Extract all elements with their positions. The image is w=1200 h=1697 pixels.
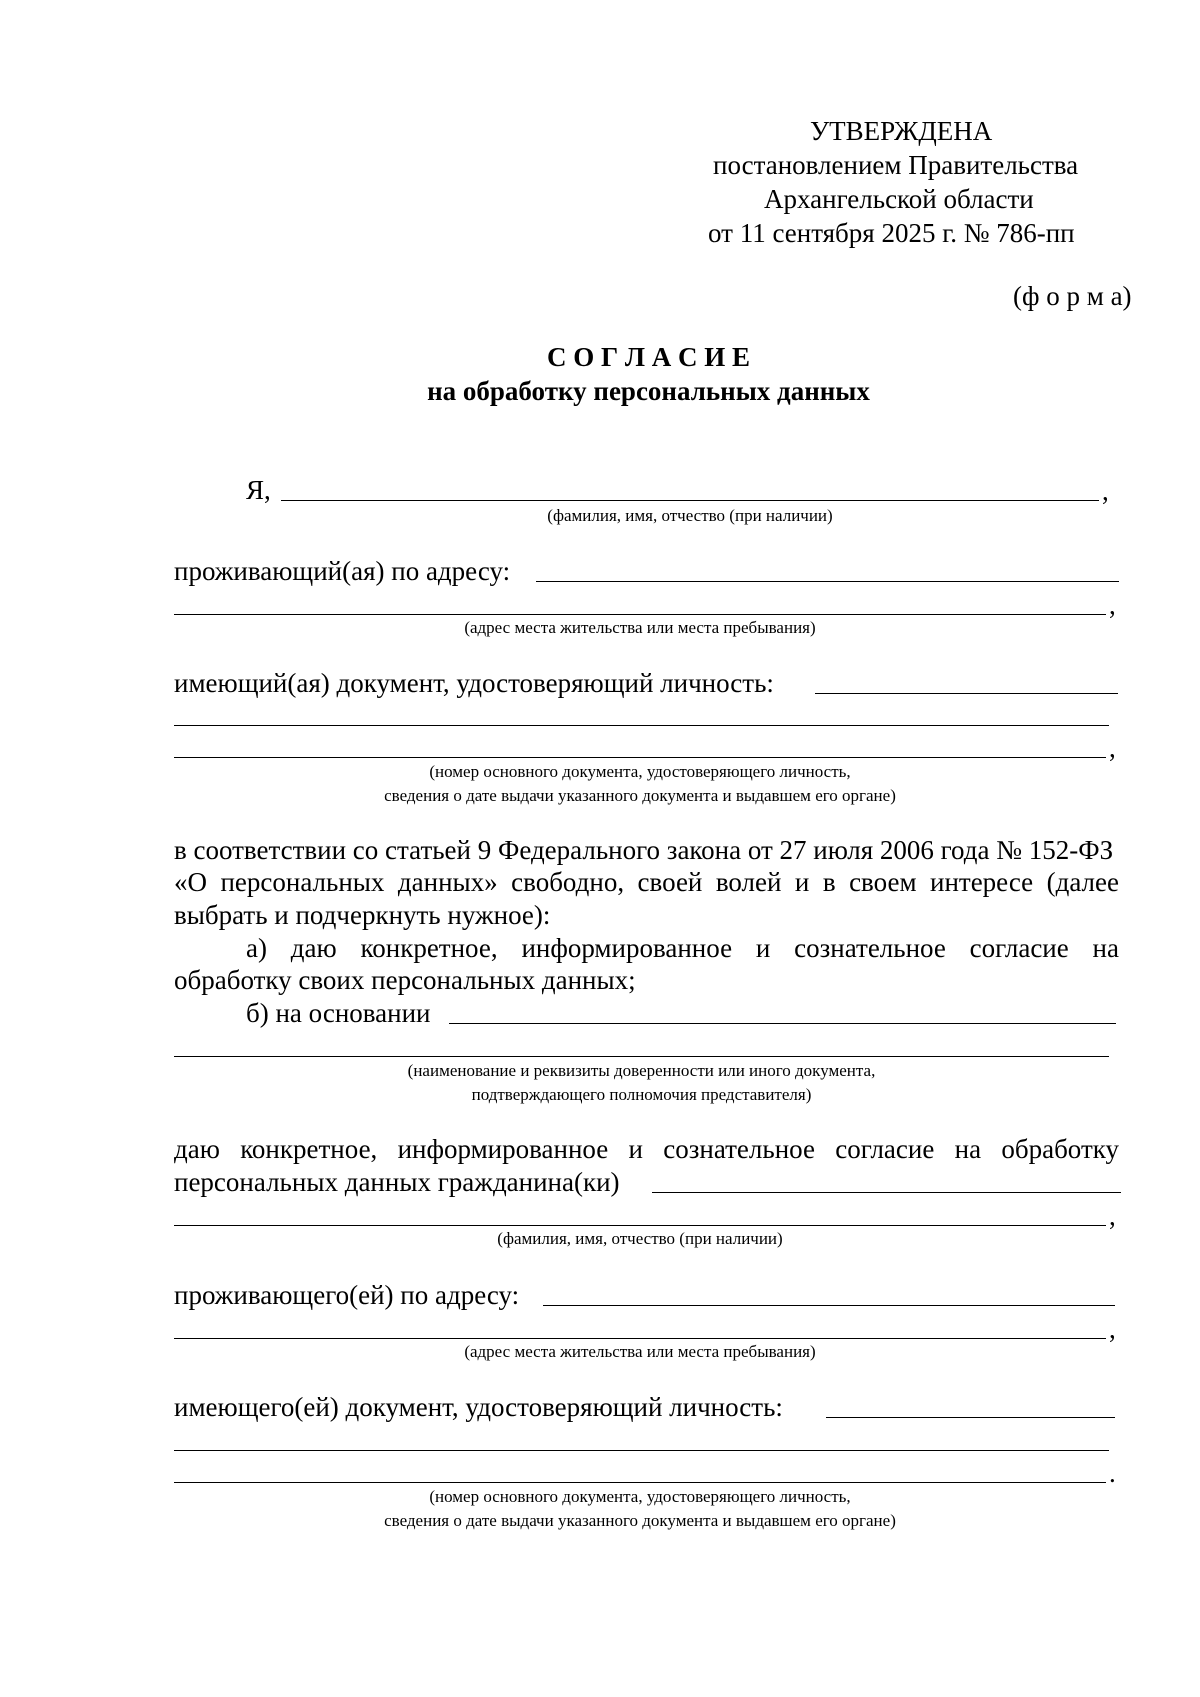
- document-hint-2: сведения о дате выдачи указанного документа и выдавшем его органе): [384, 786, 896, 805]
- address-hint: (адрес места жительства или места пребывания): [464, 618, 816, 637]
- comma: ,: [1102, 476, 1109, 506]
- citizen-document-field-3[interactable]: [174, 1482, 1106, 1483]
- document-title: С О Г Л А С И Е: [546, 342, 751, 372]
- comma: ,: [1109, 733, 1116, 763]
- citizen-address-hint: (адрес места жительства или места пребывания): [464, 1342, 816, 1361]
- comma: ,: [1109, 1314, 1116, 1344]
- option-a-line-1: а) даю конкретное, информированное и сознательное согласие на: [246, 933, 1119, 963]
- comma: ,: [1109, 1201, 1116, 1231]
- law-paragraph-line-1: в соответствии со статьей 9 Федерального закона от 27 июля 2006 года № 152-ФЗ: [174, 835, 1114, 865]
- approved-region-line: Архангельской области: [764, 184, 1034, 214]
- option-a-line-2: обработку своих персональных данных;: [174, 965, 636, 995]
- address-field-2[interactable]: [174, 614, 1106, 615]
- i-label: Я,: [246, 475, 271, 505]
- citizen-document-hint-1: (номер основного документа, удостоверяющего личность,: [429, 1487, 851, 1506]
- citizen-living-label: проживающего(ей) по адресу:: [174, 1280, 520, 1310]
- law-paragraph-line-2: «О персональных данных» свободно, своей волей и в своем интересе (далее: [174, 867, 1119, 897]
- power-hint-2: подтверждающего полномочия представителя): [471, 1085, 812, 1104]
- comma: ,: [1109, 590, 1116, 620]
- citizen-fio-hint: (фамилия, имя, отчество (при наличии): [497, 1229, 783, 1248]
- period: .: [1109, 1458, 1116, 1488]
- document-label: имеющий(ая) документ, удостоверяющий личность:: [174, 668, 774, 698]
- approved-by-line: постановлением Правительства: [713, 150, 1079, 180]
- power-basis-field-2[interactable]: [174, 1056, 1109, 1057]
- citizen-document-hint-2: сведения о дате выдачи указанного документа и выдавшем его органе): [384, 1511, 896, 1530]
- document-hint-1: (номер основного документа, удостоверяющего личность,: [429, 762, 851, 781]
- citizen-document-field-1[interactable]: [826, 1417, 1115, 1418]
- document-field-3[interactable]: [174, 757, 1106, 758]
- form-label: (ф о р м а): [1013, 281, 1132, 311]
- citizen-document-field-2[interactable]: [174, 1450, 1109, 1451]
- approved-label: УТВЕРЖДЕНА: [810, 116, 993, 146]
- citizen-fio-field-2[interactable]: [174, 1225, 1106, 1226]
- citizen-document-label: имеющего(ей) документ, удостоверяющий личность:: [174, 1392, 783, 1422]
- document-field-2[interactable]: [174, 725, 1109, 726]
- citizen-address-field-2[interactable]: [174, 1338, 1106, 1339]
- address-field-1[interactable]: [536, 581, 1119, 582]
- document-subtitle: на обработку персональных данных: [427, 376, 870, 406]
- approved-date-line: от 11 сентября 2025 г. № 786-пп: [708, 218, 1075, 248]
- living-label: проживающий(ая) по адресу:: [174, 556, 511, 586]
- law-paragraph-line-3: выбрать и подчеркнуть нужное):: [174, 900, 551, 930]
- document-field-1[interactable]: [815, 693, 1118, 694]
- consent-line-1: даю конкретное, информированное и сознательное согласие на обработку: [174, 1134, 1119, 1164]
- power-hint-1: (наименование и реквизиты доверенности или иного документа,: [407, 1061, 876, 1080]
- option-b-label: б) на основании: [246, 998, 431, 1028]
- fio-hint: (фамилия, имя, отчество (при наличии): [547, 506, 833, 525]
- citizen-fio-field-1[interactable]: [652, 1192, 1121, 1193]
- fio-field[interactable]: [281, 500, 1099, 501]
- consent-line-2: персональных данных гражданина(ки): [174, 1167, 620, 1197]
- power-basis-field-1[interactable]: [449, 1023, 1116, 1024]
- citizen-address-field-1[interactable]: [543, 1305, 1115, 1306]
